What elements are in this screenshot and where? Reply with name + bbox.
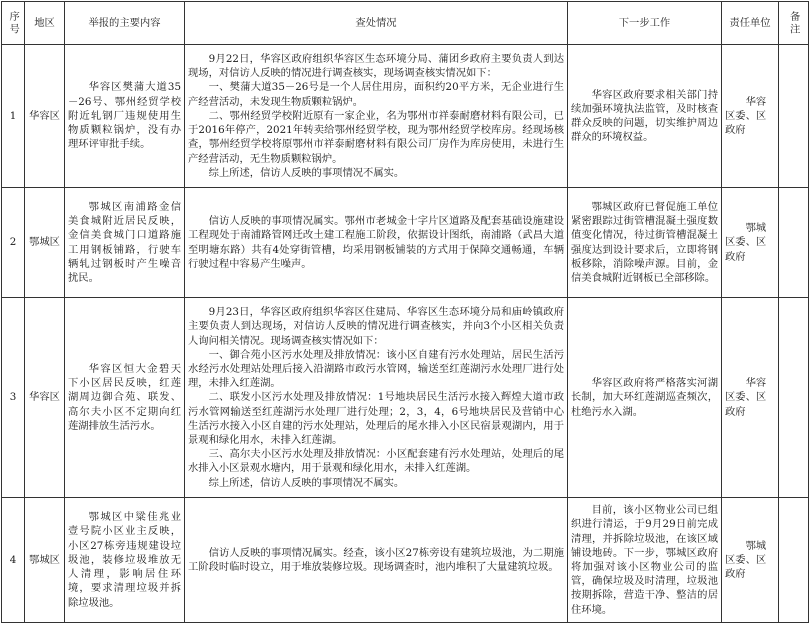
header-investigation: 查处情况 bbox=[185, 2, 568, 45]
row-complaint: 鄂城区南浦路金信美食城附近居民反映，金信美食城门口道路施工用钢板铺路，行驶车辆轧过钢板时产生噪音扰民。 bbox=[65, 188, 185, 298]
header-note: 备注 bbox=[779, 2, 809, 45]
investigation-paragraph: 三、高尔夫小区污水处理及排放情况：小区配套建有污水处理站，处理后的尾水排入小区景观水塘内，用于景观和绿化用水，未排入红莲湖。 bbox=[188, 448, 564, 475]
investigation-paragraph: 9月23日，华容区政府组织华容区住建局、华容区生态环境分局和庙岭镇政府主要负责人到达现场，对信访人反映的情况进行调查核实，并向3个小区相关负责人询问相关情况。现场调查核实情况如下： bbox=[188, 306, 564, 347]
row-unit: 华容区委、区政府 bbox=[722, 45, 779, 188]
row-investigation bbox=[185, 188, 568, 298]
row-complaint: 华容区樊蒲大道35－26号、鄂州经贸学校附近轧钢厂违规使用生物质颗粒锅炉，没有办理环评审批手续。 bbox=[65, 45, 185, 188]
row-investigation bbox=[185, 298, 568, 498]
row-next-step: 华容区政府将严格落实河湖长制，加大环红莲湖巡查频次，杜绝污水入湖。 bbox=[568, 298, 722, 498]
row-index: 4 bbox=[2, 498, 25, 623]
investigation-paragraph: 二、鄂州经贸学校附近原有一家企业，名为鄂州市祥泰耐磨材料有限公司，已于2016年停产，2021年转卖给鄂州经贸学校，现为鄂州经贸学校库房。经现场核查，鄂州经贸学校将原鄂州市祥泰耐磨材料有限公司厂房作为库房使用，未进行生产经营活动，无生物质颗粒锅炉。 bbox=[188, 109, 564, 165]
row-unit: 鄂城区委、区政府 bbox=[722, 188, 779, 298]
table-row bbox=[2, 298, 809, 498]
table-row bbox=[2, 498, 809, 623]
investigation-paragraph: 信访人反映的事项情况属实。鄂州市老城金十字片区道路及配套基础设施建设工程现处于南浦路管网迁改土建工程施工阶段，依据设计图纸，南浦路（武昌大道至明塘东路）共有4处穿街管槽，均采用钢板铺装的方式用于保障交通畅通，车辆行驶过程中容易产生噪声。 bbox=[188, 215, 564, 270]
row-index: 1 bbox=[2, 45, 25, 188]
row-next-step: 目前，该小区物业公司已组织进行清运，于9月29日前完成清理，并拆除垃圾池，在该区域铺设地砖。下一步，鄂城区政府将加强对该小区物业公司的监管，确保垃圾及时清理，垃圾池按期拆除，营造干净、整洁的居住环境。 bbox=[568, 498, 722, 623]
row-note bbox=[779, 498, 809, 623]
investigation-paragraph: 一、御合苑小区污水处理及排放情况：该小区自建有污水处理站，居民生活污水经污水处理站处理后接入沿湖路市政污水管网，输送至红莲湖污水处理厂进行处理，未排入红莲湖。 bbox=[188, 348, 564, 390]
header-unit: 责任单位 bbox=[722, 2, 779, 45]
row-note bbox=[779, 45, 809, 188]
row-index: 3 bbox=[2, 298, 25, 498]
row-complaint: 华容区恒大金碧天下小区居民反映，红莲湖周边御合苑、联发、高尔夫小区不定期向红莲湖排放生活污水。 bbox=[65, 298, 185, 498]
investigation-paragraph: 9月22日，华容区政府组织华容区生态环境分局、蒲团乡政府主要负责人到达现场，对信访人反映的情况进行调查核实，现场调查核实情况如下： bbox=[188, 53, 564, 80]
row-note bbox=[779, 188, 809, 298]
row-unit: 鄂城区委、区政府 bbox=[722, 498, 779, 623]
table-row bbox=[2, 188, 809, 298]
row-complaint: 鄂城区中粱佳兆业壹号院小区业主反映，小区27栋旁违规建设垃圾池，装修垃圾堆放无人清理，影响居住环境，要求清理垃圾并拆除垃圾池。 bbox=[65, 498, 185, 623]
header-complaint: 举报的主要内容 bbox=[65, 2, 185, 45]
investigation-paragraph: 二、联发小区污水处理及排放情况：1号地块居民生活污水接入辉煌大道市政污水管网输送至红莲湖污水处理厂进行处理；2，3，4，6号地块居民及营销中心生活污水接入小区自建的污水处理站，处理后的尾水排入小区民宿景观湖内，用于景观和绿化用水，未排入红莲湖。 bbox=[188, 391, 564, 446]
row-note bbox=[779, 298, 809, 498]
investigation-paragraph: 综上所述，信访人反映的事项情况不属实。 bbox=[208, 166, 405, 179]
row-index: 2 bbox=[2, 188, 25, 298]
row-area: 鄂城区 bbox=[25, 498, 65, 623]
investigation-paragraph: 综上所述，信访人反映的事项情况不属实。 bbox=[208, 476, 405, 489]
row-investigation bbox=[185, 498, 568, 623]
row-area: 鄂城区 bbox=[25, 188, 65, 298]
row-area: 华容区 bbox=[25, 298, 65, 498]
row-next-step: 华容区政府要求相关部门持续加强环境执法监管，及时核查群众反映的问题，切实维护周边群众的环境权益。 bbox=[568, 45, 722, 188]
row-next-step: 鄂城区政府已督促施工单位紧密跟踪过街管槽混凝土强度数值变化情况，待过街管槽混凝土强度达到设计要求后，立即将钢板移除，消除噪声源。目前，金信美食城附近钢板已全部移除。 bbox=[568, 188, 722, 298]
header-row bbox=[2, 2, 809, 45]
investigation-paragraph: 一、樊蒲大道35－26号是一个人居住用房，面积约20平方米，无企业进行生产经营活动，未发现生物质颗粒锅炉。 bbox=[188, 81, 564, 108]
row-investigation bbox=[185, 45, 568, 188]
header-index: 序号 bbox=[2, 2, 25, 45]
row-unit: 华容区委、区政府 bbox=[722, 298, 779, 498]
header-next-step: 下一步工作 bbox=[568, 2, 722, 45]
table-row bbox=[2, 45, 809, 188]
complaint-table bbox=[1, 1, 809, 623]
investigation-paragraph: 信访人反映的事项情况属实。经查，该小区27栋旁设有建筑垃圾池，为二期施工阶段时临时设立，用于堆放装修垃圾。现场调查时，池内堆积了大量建筑垃圾。 bbox=[188, 546, 564, 573]
row-area: 华容区 bbox=[25, 45, 65, 188]
header-area: 地区 bbox=[25, 2, 65, 45]
